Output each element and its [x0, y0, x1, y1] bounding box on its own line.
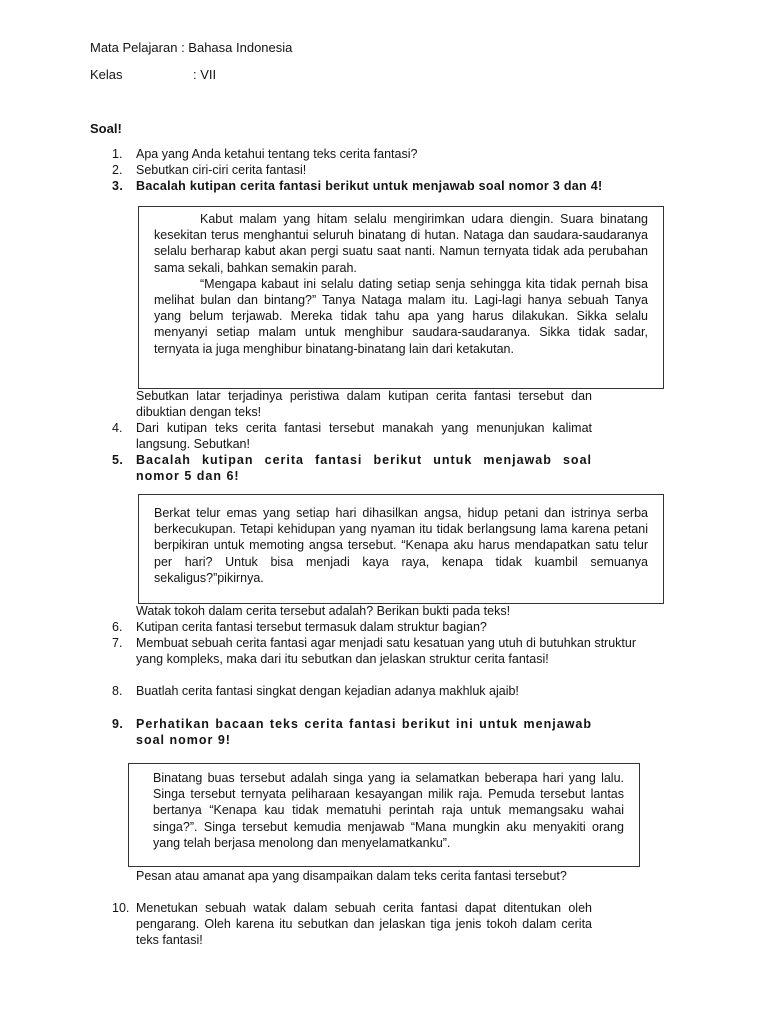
question-number: 9. [112, 717, 124, 731]
question-text: Sebutkan ciri-ciri cerita fantasi! [136, 163, 307, 177]
class-value: : VII [193, 67, 217, 82]
question-text: Perhatikan bacaan teks cerita fantasi berikut ini untuk menjawab soal nomor 9! [136, 717, 592, 747]
question-number: 3. [112, 179, 124, 193]
passage-2-question: Watak tokoh dalam cerita tersebut adalah? Berikan bukti pada teks! [136, 604, 511, 618]
question-number: 8. [112, 684, 123, 698]
question-number: 4. [112, 421, 123, 435]
question-1 [112, 146, 672, 162]
question-4 [112, 420, 672, 452]
class-row [90, 67, 216, 83]
question-9 [112, 716, 672, 748]
question-text: Menetukan sebuah watak dalam sebuah cerita fantasi dapat ditentukan oleh pengarang. Oleh karena itu sebutkan dan jelaskan tiga jenis tokoh dalam cerita teks fantasi! [136, 901, 592, 947]
question-3 [112, 178, 672, 194]
question-number: 10. [112, 901, 130, 915]
question-number: 2. [112, 163, 123, 177]
passage-paragraph: Kabut malam yang hitam selalu mengirimkan udara diengin. Suara binatang kesekitan terus menghantui seluruh binatang di hutan. Nataga dan saudara-saudaranya selalu berharap kabut akan pergi suatu saat nanti. Namun ternyata tidak ada perubahan sama sekali, bahkan semakin parah. [154, 212, 648, 275]
question-text: Bacalah kutipan cerita fantasi berikut untuk menjawab soal nomor 3 dan 4! [136, 179, 603, 193]
question-text: Buatlah cerita fantasi singkat dengan kejadian adanya makhluk ajaib! [136, 684, 519, 698]
passage-box-1 [138, 206, 664, 389]
question-text: Apa yang Anda ketahui tentang teks cerita fantasi? [136, 147, 418, 161]
question-6 [112, 619, 672, 635]
passage-1-question: Sebutkan latar terjadinya peristiwa dalam kutipan cerita fantasi tersebut dan dibuktian dengan teks! [136, 389, 592, 419]
question-text: Dari kutipan teks cerita fantasi tersebut manakah yang menunjukan kalimat langsung. Sebutkan! [136, 421, 592, 451]
passage-box-2 [138, 494, 664, 604]
question-10 [112, 900, 672, 948]
question-5 [112, 452, 672, 484]
question-text: Kutipan cerita fantasi tersebut termasuk dalam struktur bagian? [136, 620, 487, 634]
passage-box-3 [128, 763, 640, 867]
passage-paragraph: Berkat telur emas yang setiap hari dihasilkan angsa, hidup petani dan istrinya serba berkecukupan. Tetapi kehidupan yang nyaman itu tidak berlangsung lama karena petani berpikiran untuk memoting angsa tersebut. “Kenapa aku harus mendapatkan satu telur per hari? Untuk bisa menjadi kaya raya, kenapa tidak kuambil semuanya sekaligus?”pikirnya. [154, 506, 648, 585]
subject-label: Mata Pelajaran [90, 40, 178, 55]
question-text: Bacalah kutipan cerita fantasi berikut untuk menjawab soal nomor 5 dan 6! [136, 453, 592, 483]
question-number: 6. [112, 620, 123, 634]
class-label: Kelas [90, 67, 123, 82]
subject-value: : Bahasa Indonesia [181, 40, 293, 55]
question-number: 7. [112, 636, 123, 650]
section-title: Soal! [90, 121, 122, 136]
question-number: 1. [112, 147, 123, 161]
question-2 [112, 162, 672, 178]
question-text: Membuat sebuah cerita fantasi agar menjadi satu kesatuan yang utuh di butuhkan struktur yang kompleks, maka dari itu sebutkan dan jelaskan struktur cerita fantasi! [136, 636, 636, 666]
question-7 [112, 635, 672, 667]
passage-3-question: Pesan atau amanat apa yang disampaikan dalam teks cerita fantasi tersebut? [136, 869, 567, 883]
question-8 [112, 683, 672, 699]
subject-row [90, 40, 292, 56]
passage-paragraph: Binatang buas tersebut adalah singa yang ia selamatkan beberapa hari yang lalu. Singa tersebut ternyata peliharaan kesayangan milik raja. Pemuda tersebut lantas bertanya “Kenapa kau tidak mematuhi perintah raja untuk memangsaku wahai singa?”. Singa tersebut kemudia menjawab “Mana mungkin aku menyakiti orang yang telah berjasa menolong dan menyelamatkanku”. [153, 771, 624, 850]
passage-paragraph: “Mengapa kabaut ini selalu dating setiap senja sehingga kita tidak pernah bisa melihat bulan dan bintang?” Tanya Nataga malam itu. Lagi-lagi hanya sebuah Tanya yang belum terjawab. Mereka tidak tahu apa yang harus dilakukan. Sikka selalu menyanyi setiap malam untuk menghibur saudara-saudaranya. Sikka tidak sadar, ternyata ia juga menghibur binatang-binatang lain dari ketakutan. [154, 276, 648, 356]
question-number: 5. [112, 453, 124, 467]
